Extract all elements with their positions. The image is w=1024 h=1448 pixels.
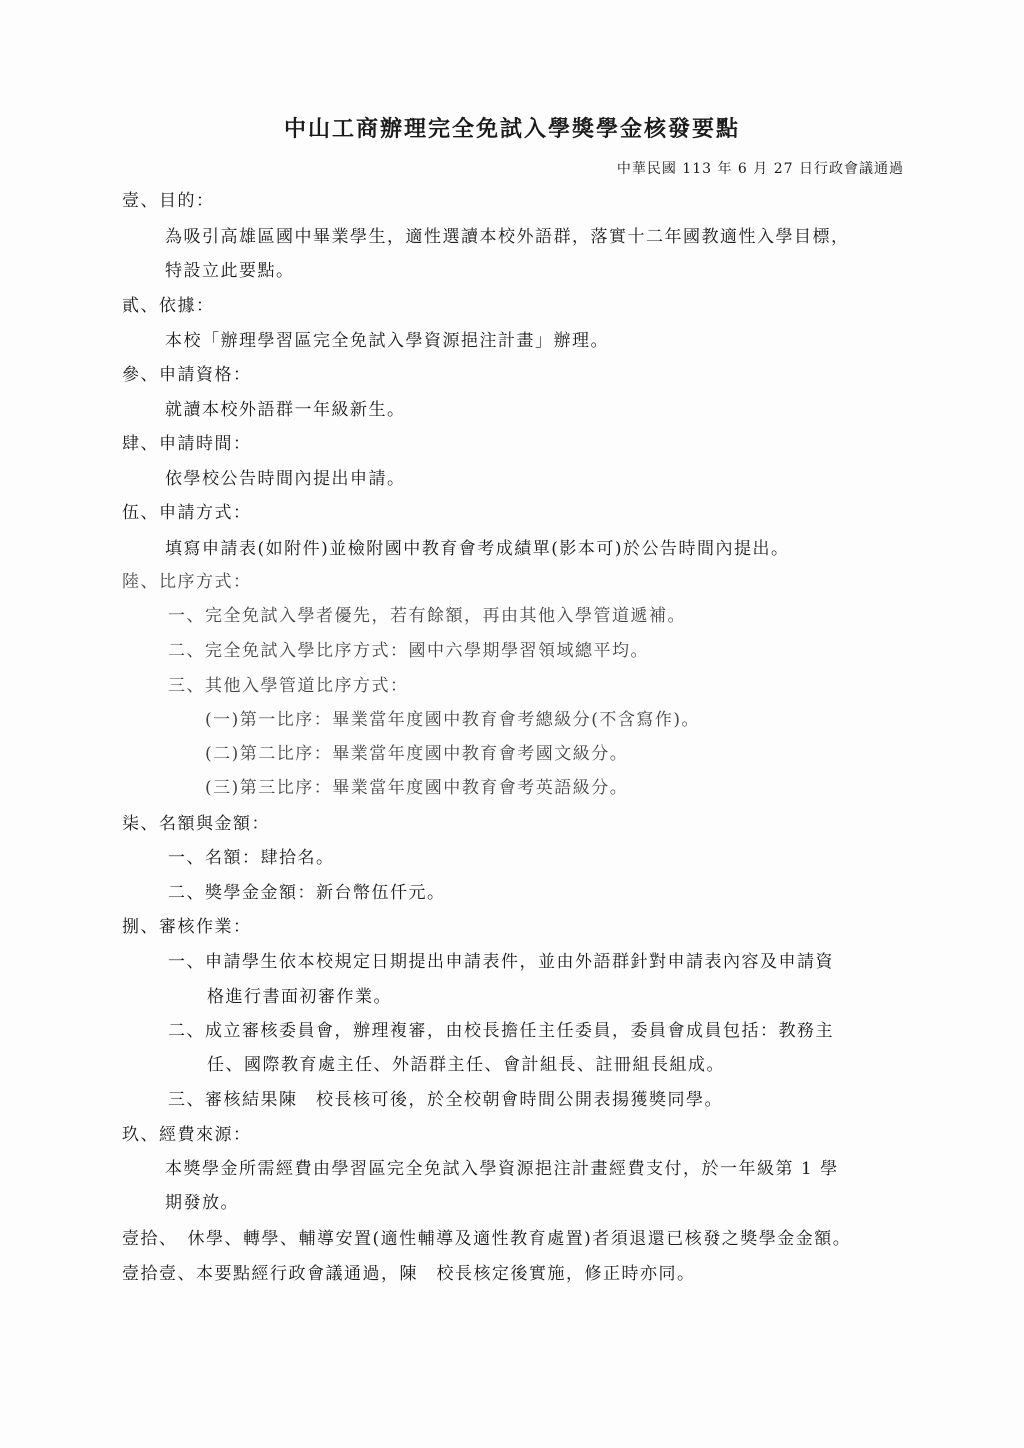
funding-line-2: 期發放。 [165,1193,239,1213]
approval-note: 中華民國 113 年 6 月 27 日行政會議通過 [616,161,904,177]
ranking-sub-1: (一)第一比序：畢業當年度國中教育會考總級分(不含寫作)。 [205,710,701,730]
section-heading-review: 捌、審核作業： [122,917,252,937]
section-effective: 壹拾壹、本要點經行政會議通過，陳 校長核定後實施，修正時亦同。 [122,1264,696,1284]
time-line-1: 依學校公告時間內提出申請。 [165,469,406,489]
section-heading-funding: 玖、經費來源： [122,1125,252,1145]
method-line-1: 填寫申請表(如附件)並檢附國中教育會考成績單(影本可)於公告時間內提出。 [165,539,790,559]
document-title: 中山工商辦理完全免試入學獎學金核發要點 [283,116,740,142]
eligibility-line-1: 就讀本校外語群一年級新生。 [165,400,406,420]
section-heading-ranking: 陸、比序方式： [122,572,252,592]
quota-item-2: 二、獎學金金額：新台幣伍仟元。 [168,883,446,903]
review-item-2-line-2: 任、國際教育處主任、外語群主任、會計組長、註冊組長組成。 [207,1055,725,1075]
section-heading-purpose: 壹、目的： [122,191,215,211]
quota-item-1: 一、名額：肆拾名。 [168,848,335,868]
ranking-item-1: 一、完全免試入學者優先，若有餘額，再由其他入學管道遞補。 [168,606,686,626]
section-refund: 壹拾、 休學、轉學、輔導安置(適性輔導及適性教育處置)者須退還已核發之獎學金金額。 [122,1229,852,1249]
section-heading-time: 肆、申請時間： [122,434,252,454]
basis-line-1: 本校「辦理學習區完全免試入學資源挹注計畫」辦理。 [165,331,609,351]
funding-line-1: 本獎學金所需經費由學習區完全免試入學資源挹注計畫經費支付，於一年級第 1 學 [165,1159,839,1179]
purpose-line-1: 為吸引高雄區國中畢業學生，適性選讀本校外語群，落實十二年國教適性入學目標， [165,227,850,247]
ranking-item-2: 二、完全免試入學比序方式：國中六學期學習領域總平均。 [168,641,649,661]
ranking-sub-3: (三)第三比序：畢業當年度國中教育會考英語級分。 [205,778,629,798]
ranking-item-3: 三、其他入學管道比序方式： [168,676,409,696]
review-item-1-line-2: 格進行書面初審作業。 [207,987,392,1007]
review-item-2-line-1: 二、成立審核委員會，辦理複審，由校長擔任主任委員，委員會成員包括：教務主 [168,1021,834,1041]
ranking-sub-2: (二)第二比序：畢業當年度國中教育會考國文級分。 [205,744,629,764]
review-item-1-line-1: 一、申請學生依本校規定日期提出申請表件，並由外語群針對申請表內容及申請資 [168,952,834,972]
purpose-line-2: 特設立此要點。 [165,261,295,281]
section-heading-method: 伍、申請方式： [122,503,252,523]
review-item-3: 三、審核結果陳 校長核可後，於全校朝會時間公開表揚獲獎同學。 [168,1090,723,1110]
section-heading-basis: 貳、依據： [122,296,215,316]
section-heading-quota: 柒、名額與金額： [122,814,270,834]
section-heading-eligibility: 參、申請資格： [122,365,252,385]
